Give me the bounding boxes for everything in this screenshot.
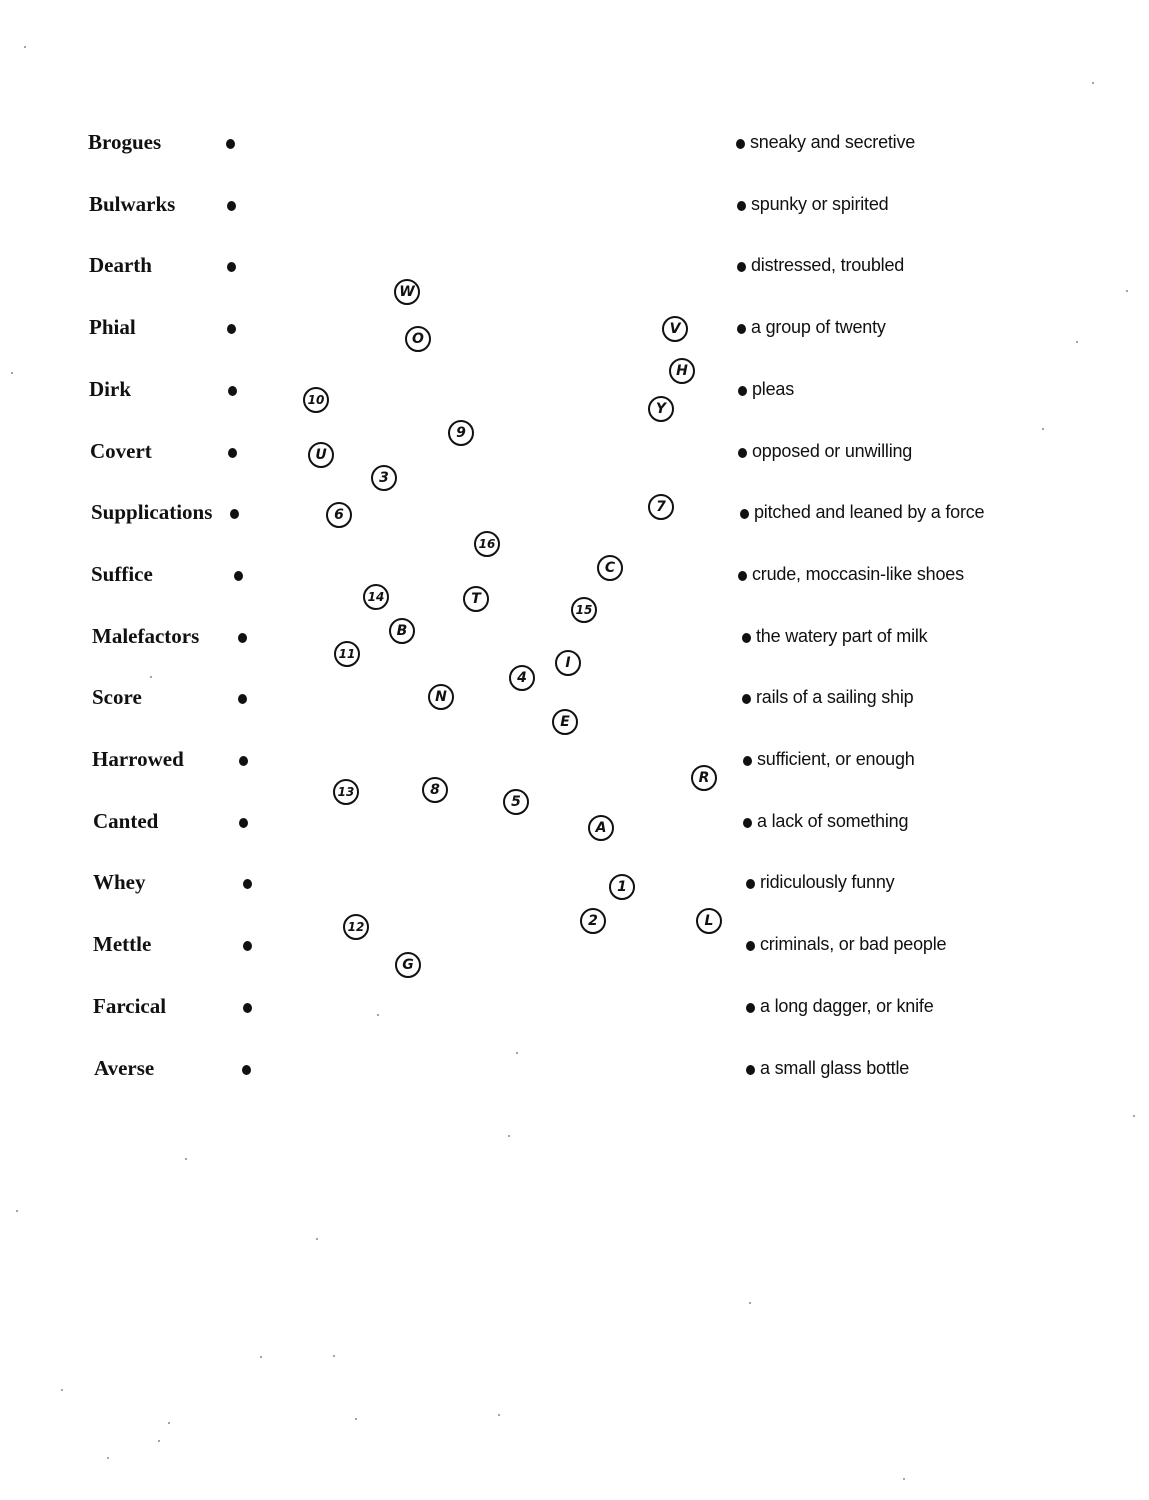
term-connector-dot (238, 633, 247, 643)
term-item: Whey (93, 870, 146, 895)
scan-speck (903, 1478, 905, 1480)
definition-item: ridiculously funny (760, 872, 895, 893)
circled-mark: 9 (448, 420, 474, 446)
scan-speck (516, 1052, 518, 1054)
scan-speck (168, 1422, 170, 1424)
circled-mark: W (394, 279, 420, 305)
scan-speck (260, 1356, 262, 1358)
circled-mark: Y (648, 396, 674, 422)
circled-mark: R (691, 765, 717, 791)
scan-speck (749, 1302, 751, 1304)
term-item: Farcical (93, 993, 167, 1018)
definition-item: a lack of something (757, 810, 909, 831)
circled-mark: 15 (571, 597, 597, 623)
scan-speck (107, 1457, 109, 1459)
definition-connector-dot (738, 448, 747, 458)
circled-mark: 16 (474, 531, 500, 557)
circled-mark: 1 (609, 874, 635, 900)
definition-item: a small glass bottle (760, 1057, 910, 1078)
term-item: Phial (89, 315, 136, 340)
term-connector-dot (242, 1065, 251, 1075)
term-item: Canted (93, 808, 159, 833)
term-connector-dot (239, 756, 248, 766)
scan-speck (1092, 82, 1094, 84)
definition-item: rails of a sailing ship (756, 687, 914, 708)
scan-speck (316, 1238, 318, 1240)
definition-connector-dot (738, 386, 747, 396)
term-item: Averse (94, 1055, 155, 1080)
circled-mark: I (555, 650, 581, 676)
definition-item: sneaky and secretive (750, 132, 916, 152)
term-connector-dot (228, 448, 237, 458)
term-item: Dirk (89, 376, 131, 401)
definition-item: the watery part of milk (756, 625, 928, 646)
circled-mark: 3 (371, 465, 397, 491)
definition-connector-dot (737, 201, 746, 211)
definition-connector-dot (742, 694, 751, 704)
term-item: Brogues (88, 130, 162, 154)
circled-mark: G (395, 952, 421, 978)
definition-connector-dot (746, 1065, 755, 1075)
circled-mark: B (389, 618, 415, 644)
term-connector-dot (234, 571, 243, 581)
scan-speck (355, 1418, 357, 1420)
scan-speck (24, 46, 26, 48)
circled-mark: T (463, 586, 489, 612)
definition-connector-dot (737, 324, 746, 334)
definition-connector-dot (738, 571, 747, 581)
term-connector-dot (243, 879, 252, 889)
scan-speck (377, 1014, 379, 1016)
definition-item: sufficient, or enough (757, 749, 915, 769)
term-item: Supplications (91, 500, 213, 525)
term-item: Mettle (93, 932, 152, 957)
definition-connector-dot (746, 1003, 755, 1013)
term-item: Covert (90, 438, 152, 463)
circled-mark: 12 (343, 914, 369, 940)
circled-mark: 14 (363, 584, 389, 610)
definition-item: pleas (752, 378, 795, 399)
term-connector-dot (243, 941, 252, 951)
definition-item: distressed, troubled (751, 255, 905, 276)
definition-connector-dot (737, 262, 746, 272)
term-connector-dot (239, 818, 248, 828)
definition-item: opposed or unwilling (752, 440, 913, 461)
scan-speck (61, 1389, 63, 1391)
term-connector-dot (227, 262, 236, 272)
scan-speck (11, 372, 13, 374)
scan-speck (150, 676, 152, 678)
circled-mark: N (428, 684, 454, 710)
circled-mark: 8 (422, 777, 448, 803)
definition-item: pitched and leaned by a force (754, 502, 985, 523)
definition-connector-dot (746, 941, 755, 951)
circled-mark: H (669, 358, 695, 384)
definition-connector-dot (746, 879, 755, 889)
term-connector-dot (228, 386, 237, 396)
circled-mark: L (696, 908, 722, 934)
definition-item: a group of twenty (751, 317, 886, 338)
term-item: Bulwarks (89, 191, 176, 216)
term-item: Score (92, 685, 142, 710)
term-connector-dot (238, 694, 247, 704)
circled-mark: E (552, 709, 578, 735)
term-connector-dot (243, 1003, 252, 1013)
circled-mark: U (308, 442, 334, 468)
circled-mark: A (588, 815, 614, 841)
scan-speck (508, 1135, 510, 1137)
scan-speck (1076, 341, 1078, 343)
definition-connector-dot (743, 756, 752, 766)
term-item: Dearth (89, 253, 152, 278)
scan-speck (333, 1355, 335, 1357)
circled-mark: 6 (326, 502, 352, 528)
circled-mark: 2 (580, 908, 606, 934)
circled-mark: 11 (334, 641, 360, 667)
scan-speck (16, 1210, 18, 1212)
scan-speck (498, 1414, 500, 1416)
term-connector-dot (226, 139, 235, 149)
circled-mark: V (662, 316, 688, 342)
circled-mark: 4 (509, 665, 535, 691)
definition-connector-dot (743, 818, 752, 828)
definition-item: a long dagger, or knife (760, 995, 934, 1016)
circled-mark: O (405, 326, 431, 352)
definition-item: crude, moccasin-like shoes (752, 563, 964, 584)
term-connector-dot (227, 201, 236, 211)
circled-mark: 7 (648, 494, 674, 520)
definition-connector-dot (742, 633, 751, 643)
scan-speck (1126, 290, 1128, 292)
circled-mark: C (597, 555, 623, 581)
scan-speck (185, 1158, 187, 1160)
circled-mark: 5 (503, 789, 529, 815)
scan-speck (158, 1440, 160, 1442)
definition-connector-dot (740, 509, 749, 519)
definition-item: spunky or spirited (751, 193, 889, 214)
circled-mark: 10 (303, 387, 329, 413)
term-connector-dot (230, 509, 239, 519)
definition-connector-dot (736, 139, 745, 149)
scan-speck (1042, 428, 1044, 430)
circled-mark: 13 (333, 779, 359, 805)
term-connector-dot (227, 324, 236, 334)
term-item: Suffice (91, 561, 153, 586)
scan-speck (1133, 1115, 1135, 1117)
term-item: Malefactors (92, 623, 200, 648)
definition-item: criminals, or bad people (760, 934, 947, 955)
term-item: Harrowed (92, 747, 184, 771)
